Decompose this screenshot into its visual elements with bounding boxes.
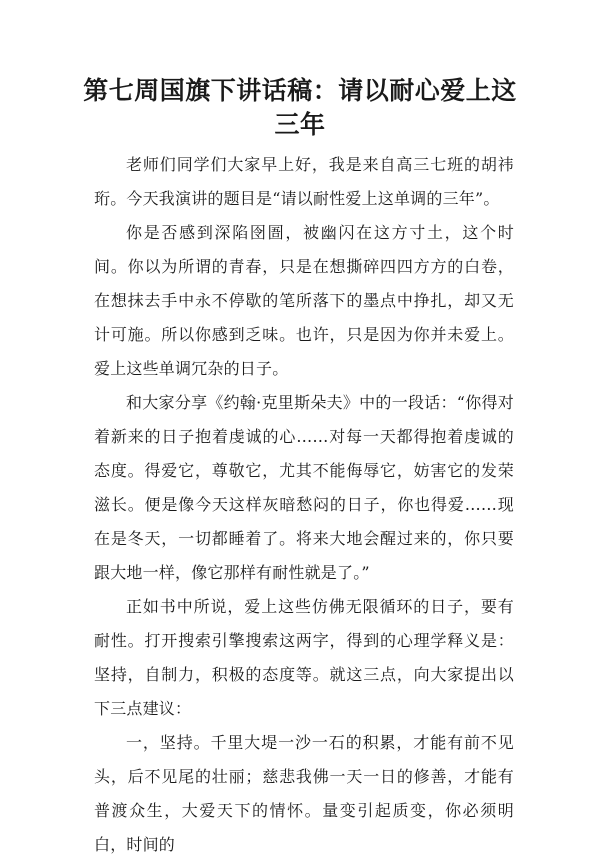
paragraph: 和大家分享《约翰·克里斯朵夫》中的一段话：“你得对着新来的日子抱着虔诚的心……对每一天都得抱着虔诚的态度。得爱它，尊敬它，尤其不能侮辱它，妨害它的发荣滋长。便是像今天这样灰暗愁闷的日子，你也得爱……现在是冬天，一切都睡着了。将来大地会醒过来的，你只要跟大地一样，像它那样有耐性就是了。” (94, 393, 514, 582)
document-body (94, 148, 514, 862)
paragraph: 一，坚持。千里大堤一沙一石的积累，才能有前不见头，后不见尾的壮丽；慈悲我佛一天一日的修善，才能有普渡众生，大爱天下的情怀。量变引起质变，你必须明白，时间的 (94, 733, 514, 854)
document-title: 第七周国旗下讲话稿：请以耐心爱上这三年 (83, 76, 517, 139)
paragraph: 老师们同学们大家早上好，我是来自高三七班的胡祎珩。今天我演讲的题目是“请以耐性爱上这单调的三年”。 (94, 155, 514, 208)
paragraph: 你是否感到深陷囹圄，被幽闪在这方寸土，这个时间。你以为所谓的青春，只是在想撕碎四四方方的白卷，在想抹去手中永不停歇的笔所落下的墨点中挣扎，却又无计可施。所以你感到乏味。也许，只是因为你并未爱上。爱上这些单调冗杂的日子。 (94, 223, 514, 378)
paragraph: 正如书中所说，爱上这些仿佛无限循环的日子，要有耐性。打开搜索引擎搜索这两字，得到的心理学释义是：坚持，自制力，积极的态度等。就这三点，向大家提出以下三点建议： (94, 597, 514, 718)
